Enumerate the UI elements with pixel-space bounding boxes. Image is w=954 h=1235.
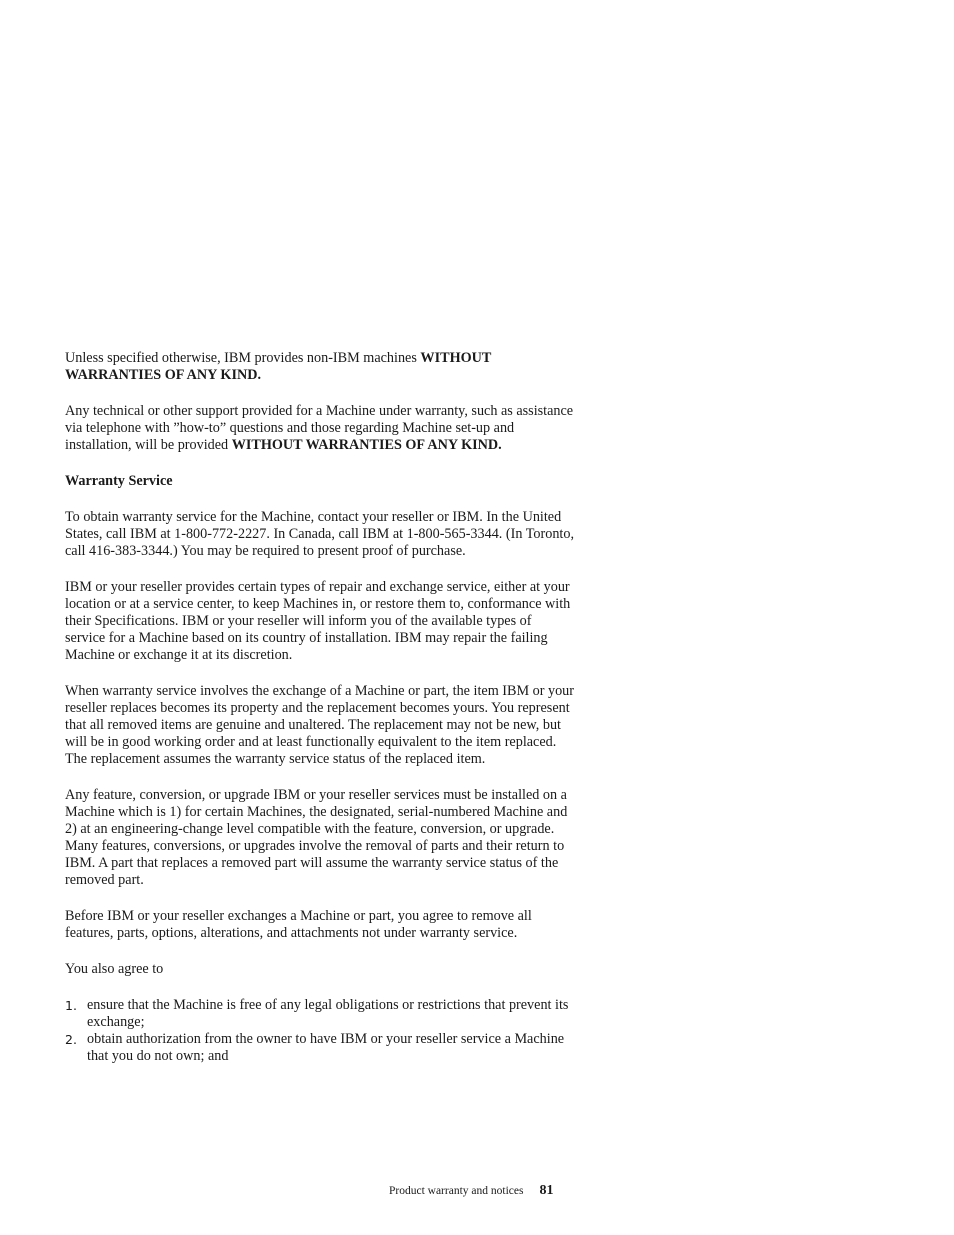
paragraph-service-types: IBM or your reseller provides certain types of repair and exchange service, either at your location or at a service center, to keep Machines in, or restore them to, conformance with their Specifications. IBM or your reseller will inform you of the available types of service for a Machine based on its country of installation. IBM may repair the failing Machine or exchange it at its discretion. [65,579,571,663]
bold-disclaimer: WITHOUT WARRANTIES OF ANY KIND. [231,437,502,453]
list-item [65,1031,575,1065]
list-intro: You also agree to [65,961,164,977]
page-number: 81 [539,1183,554,1198]
document-body [65,350,575,1065]
bold-disclaimer: WITHOUT WARRANTIES OF ANY KIND. [65,350,492,383]
paragraph-features-upgrades: Any feature, conversion, or upgrade IBM or your reseller services must be installed on a Machine which is 1) for certain Machines, the designated, serial-numbered Machine and 2) at an engineering-change level compatible with the feature, conversion, or upgrade. Many features, conversions, or upgrades involve the removal of parts and their return to IBM. A part that replaces a removed part will assume the warranty service status of the removed part. [65,787,568,888]
paragraph-exchange: When warranty service involves the exchange of a Machine or part, the item IBM or your reseller replaces becomes its property and the replacement becomes yours. You represent that all removed items are genuine and unaltered. The replacement may not be new, but will be in good working order and at least functionally equivalent to the item replaced. The replacement assumes the warranty service status of the replaced item. [65,683,574,767]
list-item-number: 1. [65,998,77,1013]
footer-label: Product warranty and notices [389,1185,524,1197]
page-footer [389,1182,553,1200]
paragraph-non-ibm-machines: Unless specified otherwise, IBM provides non-IBM machines WITHOUT WARRANTIES OF ANY KIND. [65,350,492,383]
list-item-text: obtain authorization from the owner to have IBM or your reseller service a Machine that you do not own; and [87,1031,565,1064]
list-item-text: ensure that the Machine is free of any legal obligations or restrictions that prevent its exchange; [87,997,569,1030]
paragraph-remove-features: Before IBM or your reseller exchanges a Machine or part, you agree to remove all features, parts, options, alterations, and attachments not under warranty service. [65,908,532,941]
list-item [65,997,575,1031]
agreement-list [65,997,575,1065]
section-heading-warranty-service: Warranty Service [65,473,173,489]
paragraph-technical-support: Any technical or other support provided for a Machine under warranty, such as assistance via telephone with ”how-to” questions and those regarding Machine set-up and installation, will be provided WITHOUT WARRANTIES OF ANY KIND. [65,403,574,453]
list-item-number: 2. [65,1032,77,1047]
paragraph-obtain-service: To obtain warranty service for the Machine, contact your reseller or IBM. In the United States, call IBM at 1-800-772-2227. In Canada, call IBM at 1-800-565-3344. (In Toronto, call 416-383-3344.) You may be required to present proof of purchase. [65,509,574,559]
